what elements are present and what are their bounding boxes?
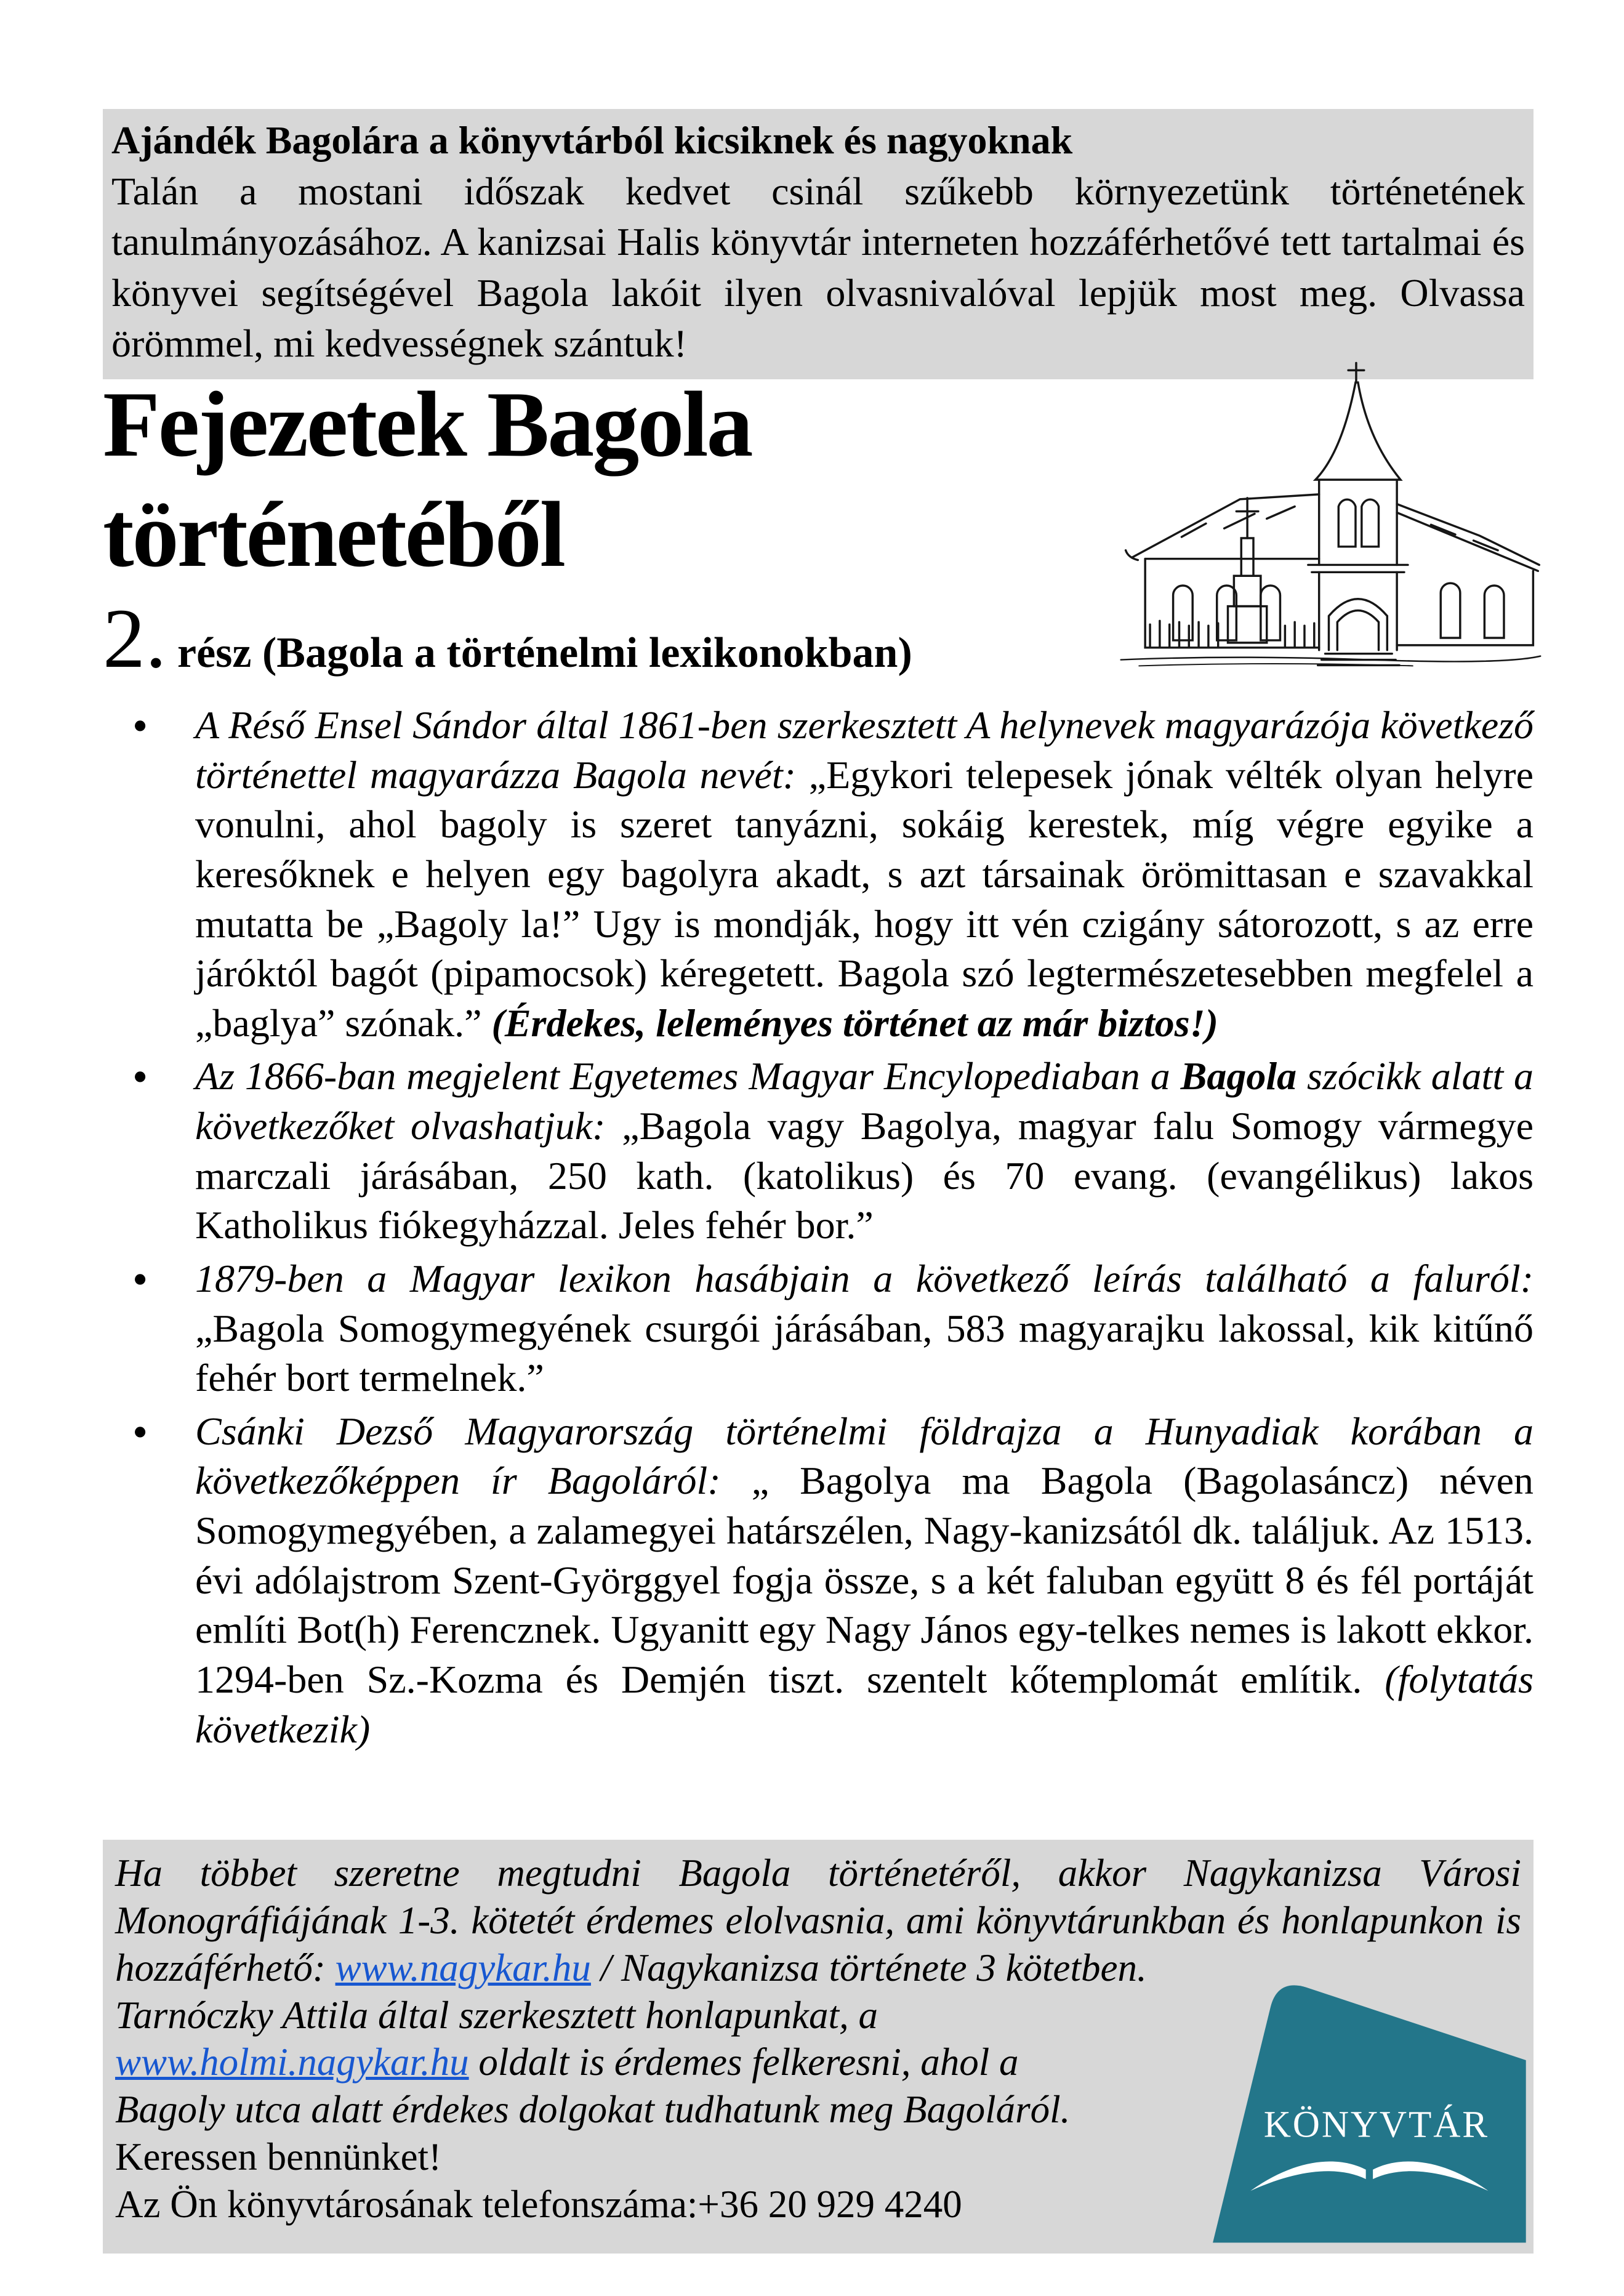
- bullet-item-lexikon-1879: [103, 1254, 1534, 1403]
- logo-text: KÖNYVTÁR: [1263, 2103, 1489, 2146]
- bullet-icon: •: [132, 1052, 148, 1102]
- link-nagykar[interactable]: www.nagykar.hu: [335, 1946, 591, 1989]
- page-title-line2: történetéből: [103, 483, 565, 587]
- text-segment: „Bagola vagy Bagolya, magyar falu Somogy vármegye marczali járásában, 250 kath. (katolikus) és 70 evang. (evangélikus) lakos Katholikus fiókegyházzal. Jeles fehér bor.”: [195, 1104, 1534, 1247]
- library-logo: [1195, 1953, 1527, 2247]
- bullet-icon: •: [132, 1407, 148, 1457]
- text-segment: oldalt is érdemes felkeresni, ahol a Bagoly utca alatt érdekes dolgokat tudhatunk meg Bagoláról.: [115, 2040, 1071, 2132]
- bullet-text: [195, 1052, 1534, 1251]
- text-segment: „Bagola Somogymegyének csurgói járásában, 583 magyarajku lakossal, kik kitűnő fehér bort termelnek.”: [195, 1306, 1534, 1400]
- church-drawing: [1054, 354, 1553, 671]
- text-segment: „Egykori telepesek jónak vélték olyan helyre vonulni, ahol bagoly is szeret tanyázni, sokáig kerestek, míg végre egyike a keresőknek e helyen egy bagolyra akadt, s azt társainak örömittasan e szavakkal mutatta be „Bagoly la!” Ugy is mondják, hogy itt vén czigány sátorozott, s az erre járóktól bagót (pipamocsok) kéregetett. Bagola szó legtermészetesebben megfelel a „baglya” szónak.”: [195, 752, 1534, 1045]
- part-label: rész (Bagola a történelmi lexikonokban): [166, 629, 912, 677]
- footer-contact-call: Keressen bennünket!: [115, 2135, 442, 2179]
- bullet-item-csanki-dezso: [103, 1407, 1534, 1754]
- text-segment: „ Bagolya ma Bagola (Bagolasáncz) néven Somogymegyében, a zalamegyei határszélen, Nagy-kanizsától dk. találjuk. Az 1513. évi adólajstrom Szent-Györggyel fogja össze, s a két faluban együtt 8 és fél portáját említi Bot(h) Ferencznek. Ugyanitt egy Nagy János egy-telkes nemes is lakott ekkor. 1294-ben Sz.-Kozma és Demjén tiszt. szentelt kőtemplomát említik.: [195, 1459, 1534, 1701]
- footer-paragraph-tarnoczky: [115, 1992, 1075, 2134]
- bullet-text: [195, 1254, 1534, 1403]
- text-segment: Bagola: [1180, 1054, 1308, 1098]
- page-title-line1: Fejezetek Bagola: [103, 373, 752, 476]
- part-number: 2.: [103, 591, 167, 685]
- bullet-item-reso-ensel: [103, 701, 1534, 1048]
- bullet-text: [195, 701, 1534, 1048]
- text-segment: 1879-ben a Magyar lexikon hasábjain a következő leírás található a faluról:: [195, 1256, 1534, 1300]
- page-title: [103, 369, 1063, 590]
- bullet-item-encyclopedia-1866: [103, 1052, 1534, 1251]
- link-holmi-nagykar[interactable]: www.holmi.nagykar.hu: [115, 2040, 469, 2084]
- footer-box: [103, 1840, 1534, 2254]
- bullet-text: [195, 1407, 1534, 1754]
- text-segment: Tarnóczky Attila által szerkesztett honlapunkat, a: [115, 1993, 878, 2037]
- intro-box: [103, 109, 1534, 379]
- text-segment: Csánki Dezső Magyarország történelmi földrajza a Hunyadiak korában a következőképpen ír Bagoláról:: [195, 1409, 1534, 1503]
- text-segment: A Réső Ensel Sándor által 1861-ben szerkesztett A helynevek magyarázója következő történettel magyarázza Bagola nevét:: [195, 703, 1534, 797]
- text-segment: Az 1866-ban megjelent Egyetemes Magyar Encylopediaban a: [195, 1054, 1181, 1098]
- text-segment: (Érdekes, leleményes történet az már biztos!): [491, 1001, 1218, 1045]
- intro-title: Ajándék Bagolára a könyvtárból kicsiknek és nagyoknak: [111, 118, 1073, 162]
- bullet-icon: •: [132, 1254, 148, 1304]
- bullet-icon: •: [132, 701, 148, 751]
- footer-phone-number: Az Ön könyvtárosának telefonszáma:+36 20 929 4240: [115, 2183, 962, 2226]
- intro-body: Talán a mostani időszak kedvet csinál szűkebb környezetünk történetének tanulmányozásához. A kanizsai Halis könyvtár interneten hozzáférhetővé tett tartalmai és könyvei segítségével Bagola lakóit ilyen olvasnivalóval lepjük most meg. Olvassa örömmel, mi kedvességnek szántuk!: [111, 169, 1525, 366]
- text-segment: szócikk alatt a következőket olvashatjuk:: [195, 1054, 1534, 1148]
- text-segment: Ha többet szeretne megtudni Bagola történetéről, akkor Nagykanizsa Városi Monográfiájának 1-3. kötetét érdemes elolvasnia, ami könyvtárunkban és honlapunkon is hozzáférhető:: [115, 1851, 1521, 1989]
- lexicon-bullet-list: [103, 701, 1534, 1758]
- text-segment: / Nagykanizsa története 3 kötetben.: [590, 1946, 1147, 1989]
- text-segment: (folytatás következik): [195, 1657, 1534, 1751]
